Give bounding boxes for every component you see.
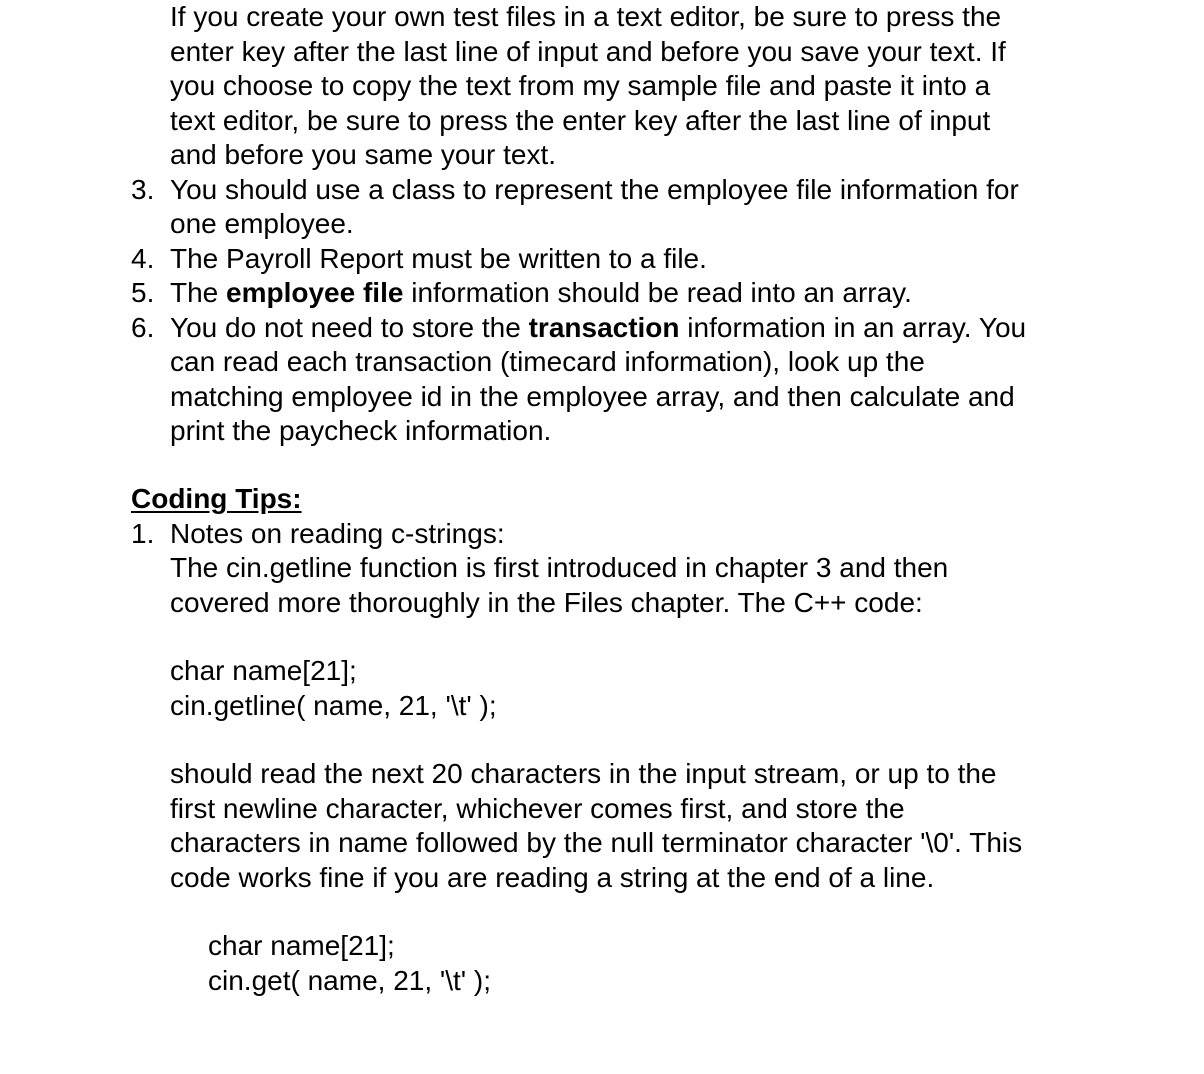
- paragraph-line: code works fine if you are reading a string at the end of a line.: [170, 861, 935, 893]
- list-item-text: The Payroll Report must be written to a file.: [170, 242, 707, 274]
- text-run: information in an array. You: [679, 311, 1027, 343]
- continuation-line: enter key after the last line of input and before you save your text. If: [170, 35, 1006, 67]
- continuation-line: text editor, be sure to press the enter key after the last line of input: [170, 104, 991, 136]
- list-item-text: print the paycheck information.: [170, 415, 552, 446]
- code-line: char name[21];: [170, 655, 357, 686]
- paragraph-line: covered more thoroughly in the Files chapter. The C++ code:: [170, 586, 923, 618]
- list-item-text: [170, 276, 912, 311]
- continuation-line: and before you same your text.: [170, 139, 556, 170]
- bold-term: transaction: [528, 311, 680, 343]
- list-item-text: [170, 311, 1026, 346]
- list-item-text: matching employee id in the employee array, and then calculate and: [170, 380, 1015, 412]
- list-number: 3.: [131, 173, 155, 205]
- code-line: char name[21];: [208, 930, 395, 961]
- code-line: cin.get( name, 21, '\t' );: [208, 964, 492, 996]
- list-number: 1.: [131, 517, 155, 549]
- list-item-text: one employee.: [170, 208, 354, 239]
- list-item-title: Notes on reading c-strings:: [170, 517, 505, 549]
- section-heading: Coding Tips:: [131, 483, 302, 514]
- text-run: The: [170, 277, 227, 308]
- text-run: information should be read into an array.: [403, 277, 912, 308]
- list-number: 6.: [131, 311, 155, 343]
- list-item-text: You should use a class to represent the employee file information for: [170, 173, 1019, 205]
- text-run: You do not need to store the: [170, 311, 529, 343]
- list-item-text: can read each transaction (timecard information), look up the: [170, 346, 925, 377]
- continuation-line: you choose to copy the text from my sample file and paste it into a: [170, 70, 991, 101]
- paragraph-line: should read the next 20 characters in the input stream, or up to the: [170, 758, 997, 789]
- list-number: 4.: [131, 242, 155, 274]
- continuation-line: If you create your own test files in a text editor, be sure to press the: [170, 1, 1002, 32]
- paragraph-line: first newline character, whichever comes first, and store the: [170, 792, 905, 824]
- paragraph-line: The cin.getline function is first introduced in chapter 3 and then: [170, 552, 949, 583]
- bold-term: employee file: [226, 277, 404, 308]
- code-line: cin.getline( name, 21, '\t' );: [170, 689, 497, 721]
- list-number: 5.: [131, 277, 155, 308]
- paragraph-line: characters in name followed by the null terminator character '\0'. This: [170, 827, 1023, 858]
